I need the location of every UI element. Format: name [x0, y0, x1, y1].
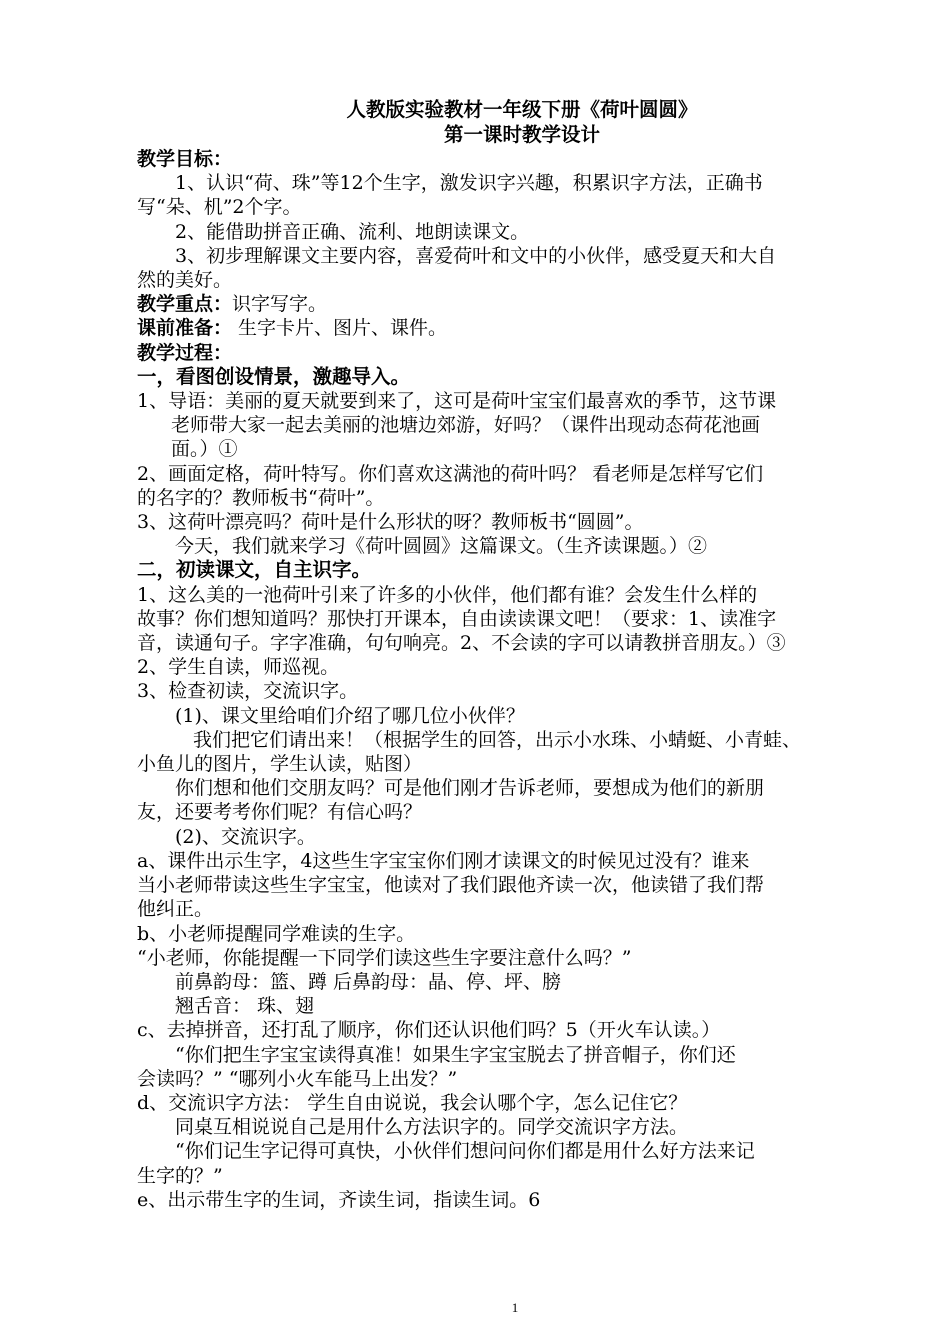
s2-sub-1-para: 我们把它们请出来！（根据学生的回答，出示小水珠、小蜻蜓、小青蛙、: [193, 728, 802, 751]
document-title: 人教版实验教材一年级下册《荷叶圆圆》: [346, 98, 698, 121]
step-d-pair: 同桌互相说说自己是用什么方法识字的。同学交流识字方法。: [175, 1116, 689, 1139]
preparation: [137, 316, 867, 340]
s1-item-3: 3、这荷叶漂亮吗？荷叶是什么形状的呀？教师板书“圆圆”。: [137, 511, 644, 534]
s2-item-1: 1、这么美的一池荷叶引来了许多的小伙伴，他们都有谁？会发生什么样的: [137, 583, 758, 606]
step-b: b、小老师提醒同学难读的生字。: [137, 922, 416, 945]
process-heading: 教学过程：: [137, 341, 233, 364]
step-a-cont: 当小老师带读这些生字宝宝，他读对了我们跟他齐读一次，他读错了我们帮: [137, 874, 765, 897]
s2-sub-2: (2)、交流识字。: [175, 825, 316, 848]
document-subtitle: 第一课时教学设计: [443, 123, 600, 146]
s2-sub-1: (1)、课文里给咱们介绍了哪几位小伙伴？: [175, 704, 525, 727]
step-a-cont2: 他纠正。: [137, 898, 214, 921]
step-c: c、去掉拼音，还打乱了顺序，你们还认识他们吗？5（开火车认读。）: [137, 1019, 721, 1042]
section-1-heading: 一，看图创设情景，激趣导入。: [137, 364, 411, 388]
step-c-quote: “你们把生字宝宝读得真准！如果生字宝宝脱去了拼音帽子，你们还: [175, 1043, 736, 1066]
s2-item-3: 3、检查初读，交流识字。: [137, 680, 359, 703]
page-number: 1: [511, 1300, 519, 1315]
s1-item-2: 2、画面定格，荷叶特写。你们喜欢这满池的荷叶吗？ 看老师是怎样写它们: [137, 462, 764, 485]
objective-2: 2、能借助拼音正确、流利、地朗读课文。: [175, 220, 530, 243]
s2-sub-1-para2-cont: 友，还要考考你们呢？有信心吗？: [137, 801, 423, 824]
objectives-heading: 教学目标：: [137, 148, 233, 170]
s1-item-1-cont: 老师带大家一起去美丽的池塘边郊游，好吗？（课件出现动态荷花池画: [171, 414, 761, 437]
teaching-focus: [137, 292, 867, 316]
section-2-heading: 二，初读课文，自主识字。: [137, 558, 372, 582]
objective-1-cont: 写“朵、机”2个字。: [137, 196, 302, 219]
s1-item-2-cont: 的名字的？教师板书“荷叶”。: [137, 486, 385, 509]
s1-item-1-cont2: 面。）①: [171, 438, 238, 461]
step-b-retroflex: 翘舌音： 珠、翅: [175, 995, 315, 1018]
step-c-quote-cont: 会读吗？” “哪列小火车能马上出发？”: [137, 1067, 458, 1090]
objective-1: 1、认识“荷、珠”等12个生字，激发识字兴趣，积累识字方法，正确书: [175, 172, 763, 195]
focus-label: 教学重点：: [137, 293, 233, 316]
objective-3: 3、初步理解课文主要内容，喜爱荷叶和文中的小伙伴，感受夏天和大自: [175, 244, 777, 267]
step-d-quote-cont: 生字的？”: [137, 1164, 223, 1187]
objective-3-cont: 然的美好。: [137, 269, 233, 292]
step-b-nasal-finals: 前鼻韵母：篮、蹲 后鼻韵母：晶、停、坪、膀: [175, 970, 562, 993]
step-d-quote: “你们记生字记得可真快，小伙伴们想问问你们都是用什么好方法来记: [175, 1140, 755, 1163]
prep-label: 课前准备：: [137, 317, 233, 340]
s2-item-2: 2、学生自读，师巡视。: [137, 656, 340, 679]
s2-item-1-cont: 故事？你们想知道吗？那快打开课本，自由读读课文吧！（要求：1、读准字: [137, 607, 777, 630]
s2-sub-1-para2: 你们想和他们交朋友吗？可是他们刚才告诉老师，要想成为他们的新朋: [175, 777, 765, 800]
step-e: e、出示带生字的生词，齐读生词，指读生词。6: [137, 1188, 541, 1211]
s2-item-1-cont2: 音，读通句子。字字准确，句句响亮。2、不会读的字可以请教拼音朋友。）③: [137, 632, 786, 655]
step-d: d、交流识字方法： 学生自由说说，我会认哪个字，怎么记住它？: [137, 1091, 688, 1114]
prep-text: 生字卡片、图片、课件。: [232, 317, 448, 340]
step-b-quote: “小老师，你能提醒一下同学们读这些生字要注意什么吗？”: [137, 946, 632, 969]
document-body: [137, 97, 867, 1212]
step-a: a、课件出示生字，4这些生字宝宝你们刚才读课文的时候见过没有？谁来: [137, 849, 750, 872]
s2-sub-1-para-cont: 小鱼儿的图片，学生认读，贴图）: [137, 753, 423, 776]
s1-item-4: 今天，我们就来学习《荷叶圆圆》这篇课文。（生齐读课题。）②: [175, 535, 708, 558]
s1-item-1: 1、导语：美丽的夏天就要到来了，这可是荷叶宝宝们最喜欢的季节，这节课: [137, 390, 777, 413]
focus-text: 识字写字。: [232, 293, 328, 316]
